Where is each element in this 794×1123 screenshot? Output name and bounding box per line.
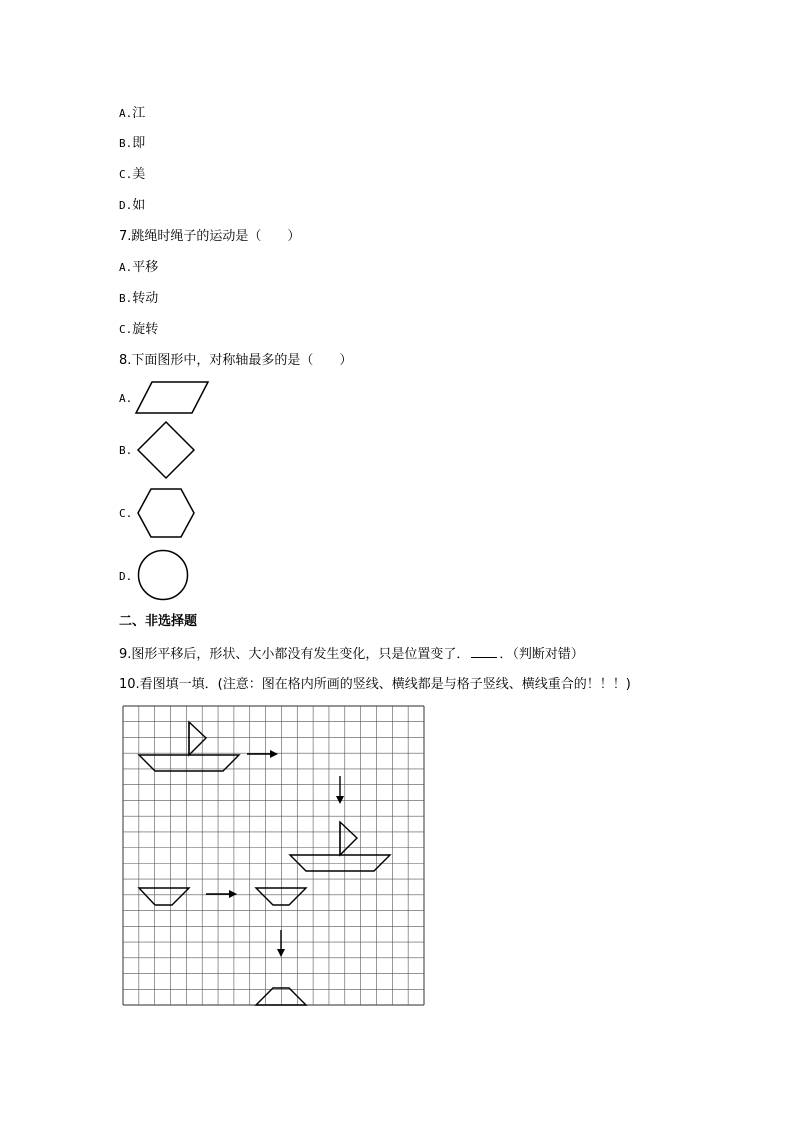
q7-option-a[interactable] <box>119 259 158 277</box>
q7-option-b[interactable] <box>119 290 158 308</box>
option-letter: A. <box>119 392 133 405</box>
trapezoid-original-shape <box>139 888 189 905</box>
q7-number: 7. <box>119 229 132 244</box>
option-letter: B. <box>119 292 133 305</box>
parallelogram-shape <box>134 380 210 416</box>
arrow-down-icon <box>277 930 285 957</box>
option-letter: C. <box>119 323 133 336</box>
q8-option-a-label[interactable] <box>119 390 132 408</box>
q9-text: 9.图形平移后，形状、大小都没有发生变化，只是位置变了． <box>119 647 470 662</box>
q8-option-b-label[interactable] <box>119 442 132 460</box>
option-letter: A. <box>119 107 133 120</box>
q6-option-d[interactable] <box>119 197 145 215</box>
trapezoid-final-shape <box>256 988 306 1005</box>
option-text: 江 <box>132 106 146 121</box>
q6-option-c[interactable] <box>119 166 145 184</box>
arrow-right-icon <box>206 890 237 898</box>
q9-tail: ．（判断对错） <box>499 647 584 662</box>
option-text: 旋转 <box>132 322 159 337</box>
boat-original-shape <box>139 722 239 771</box>
diamond-shape <box>136 420 196 480</box>
translation-grid <box>122 705 426 1007</box>
answer-blank[interactable] <box>471 645 497 658</box>
option-letter: B. <box>119 137 133 150</box>
q10-stem: 10.看图填一填．(注意：图在格内所画的竖线、横线都是与格子竖线、横线重合的！！！) <box>119 677 631 692</box>
circle-shape <box>136 548 190 602</box>
hexagon-shape <box>136 487 196 539</box>
option-letter: A. <box>119 261 133 274</box>
option-text: 如 <box>132 198 146 213</box>
q9-stem <box>119 645 584 664</box>
q8-option-c-label[interactable] <box>119 505 132 523</box>
option-letter: C. <box>119 168 133 181</box>
section-heading: 二、非选择题 <box>119 614 198 629</box>
arrow-right-icon <box>247 750 278 758</box>
trapezoid-shifted-shape <box>256 888 306 905</box>
q6-option-b[interactable] <box>119 135 145 153</box>
q6-option-a[interactable] <box>119 105 145 123</box>
option-text: 美 <box>132 167 146 182</box>
option-letter: D. <box>119 199 133 212</box>
q7-stem <box>119 228 300 246</box>
option-letter: D. <box>119 570 133 583</box>
option-text: 转动 <box>132 291 159 306</box>
q7-option-c[interactable] <box>119 321 158 339</box>
option-text: 平移 <box>132 260 159 275</box>
option-letter: B. <box>119 444 133 457</box>
option-letter: C. <box>119 507 133 520</box>
arrow-down-icon <box>336 776 344 804</box>
q8-option-d-label[interactable] <box>119 568 132 586</box>
q7-text: 跳绳时绳子的运动是（ ） <box>131 229 301 244</box>
option-text: 即 <box>132 136 146 151</box>
q8-stem: 8.下面图形中，对称轴最多的是（ ） <box>119 353 353 368</box>
